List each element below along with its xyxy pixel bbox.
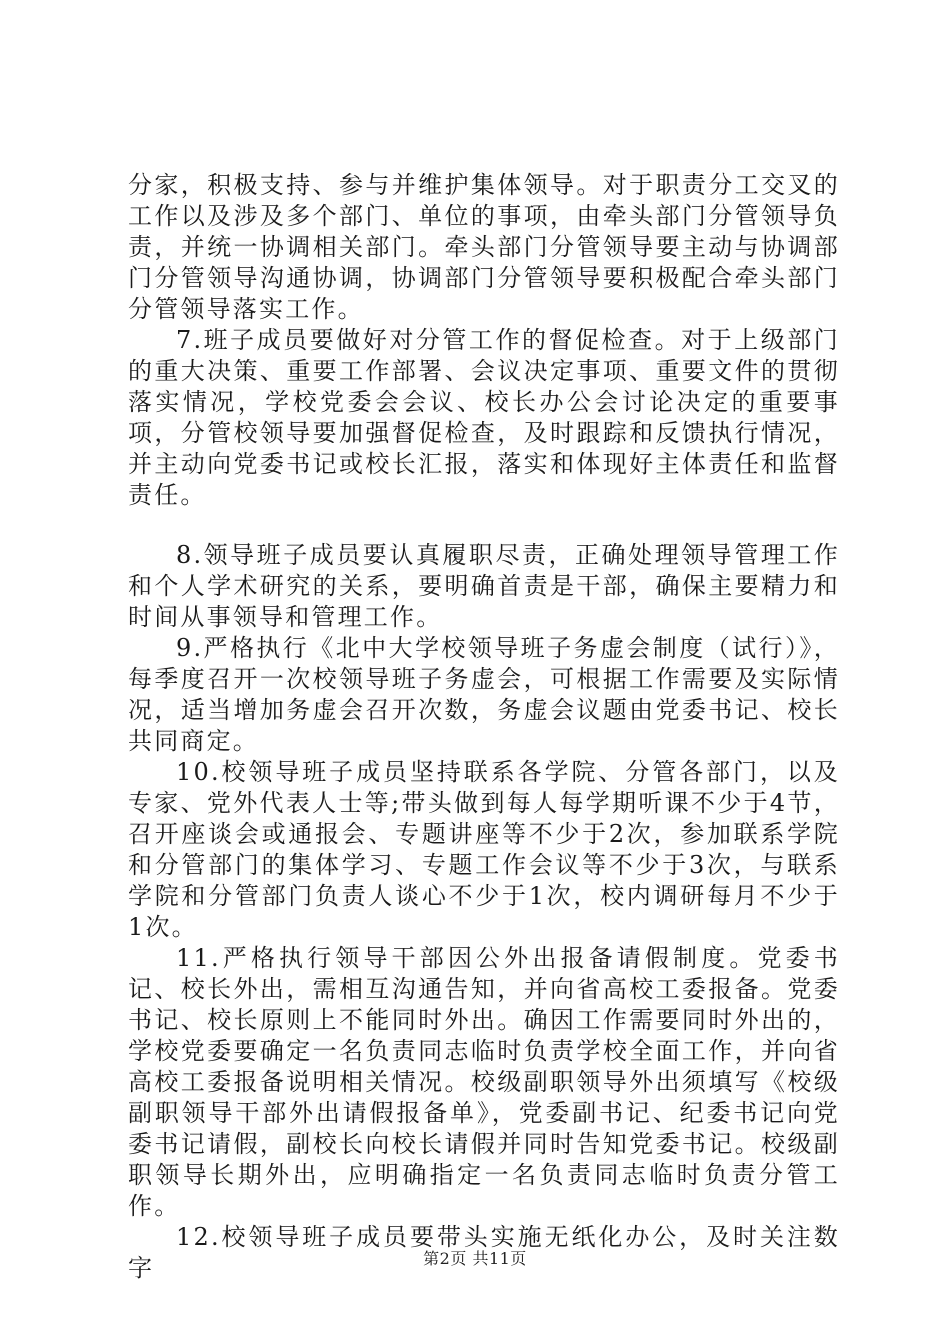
paragraph-item-10: 10.校领导班子成员坚持联系各学院、分管各部门，以及专家、党外代表人士等;带头做到每人每学期听课不少于4节，召开座谈会或通报会、专题讲座等不少于2次，参加联系学院和分管部门的集体学习、专题工作会议等不少于3次，与联系学院和分管部门负责人谈心不少于1次，校内调研每月不少于1次。: [128, 758, 840, 941]
paragraph-item-7: 7.班子成员要做好对分管工作的督促检查。对于上级部门的重大决策、重要工作部署、会议决定事项、重要文件的贯彻落实情况，学校党委会会议、校长办公会讨论决定的重要事项，分管校领导要加强督促检查，及时跟踪和反馈执行情况，并主动向党委书记或校长汇报，落实和体现好主体责任和监督责任。: [128, 326, 840, 509]
paragraph-item-12: 12.校领导班子成员要带头实施无纸化办公，及时关注数字: [128, 1223, 840, 1282]
paragraph-item-8: 8.领导班子成员要认真履职尽责，正确处理领导管理工作和个人学术研究的关系，要明确首责是干部，确保主要精力和时间从事领导和管理工作。: [128, 541, 840, 631]
paragraph-continuation: 分家，积极支持、参与并维护集体领导。对于职责分工交叉的工作以及涉及多个部门、单位的事项，由牵头部门分管领导负责，并统一协调相关部门。牵头部门分管领导要主动与协调部门分管领导沟通协调，协调部门分管领导要积极配合牵头部门分管领导落实工作。: [128, 171, 840, 323]
document-body: [128, 170, 840, 1284]
paragraph-item-9: 9.严格执行《北中大学校领导班子务虚会制度（试行）》，每季度召开一次校领导班子务虚会，可根据工作需要及实际情况，适当增加务虚会召开次数，务虚会议题由党委书记、校长共同商定。: [128, 634, 840, 755]
paragraph-spacer: [128, 511, 840, 540]
paragraph-item-11: 11.严格执行领导干部因公外出报备请假制度。党委书记、校长外出，需相互沟通告知，并向省高校工委报备。党委书记、校长原则上不能同时外出。确因工作需要同时外出的，学校党委要确定一名负责同志临时负责学校全面工作，并向省高校工委报备说明相关情况。校级副职领导外出须填写《校级副职领导干部外出请假报备单》，党委副书记、纪委书记向党委书记请假，副校长向校长请假并同时告知党委书记。校级副职领导长期外出，应明确指定一名负责同志临时负责分管工作。: [128, 944, 840, 1220]
page-number-footer: 第2页 共11页: [423, 1249, 527, 1268]
